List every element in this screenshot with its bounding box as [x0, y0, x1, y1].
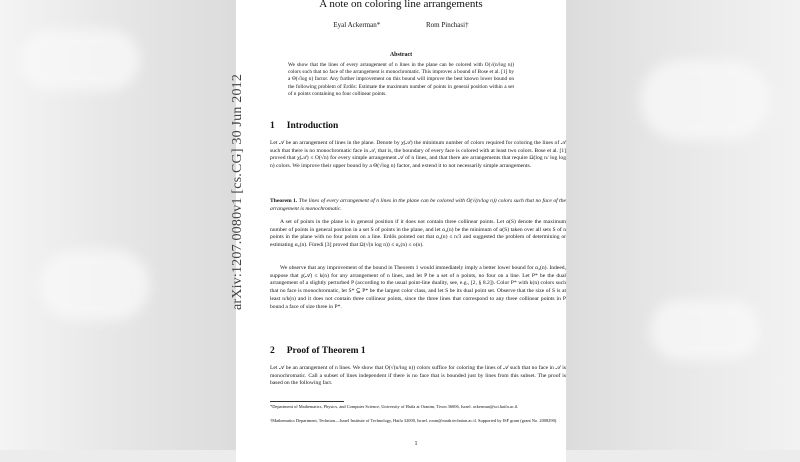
proof-paragraph-1: Let 𝒜 be an arrangement of n lines. We show that O(√(n/log n)) colors suffice for coloring the lines of 𝒜 such that no face in 𝒜 is monochromatic. Call a subset of lines independent if there is no face that is bounded just by lines from this subset. The proof is based on the following fact.	[270, 365, 566, 387]
background-blur	[640, 60, 770, 140]
footnote-1: *Department of Mathematics, Physics, and Computer Science, University of Haifa at Oranim, Tivon 36006, Israel. ackerman@sci.haifa.ac.il.	[270, 404, 519, 409]
author-2: Rom Pinchasi†	[426, 21, 469, 29]
intro-paragraph-2-text: A set of points in the plane is in general position if it does not contain three collinear points. Let α(S) denote the maximum number of points in general position in a set S of points in the plane, and let α₄(n) be the minimum of α(S) taken over all sets S of n points in the plane with no four points on a line. Erdős pointed out that α₄(n) ≤ n/3 and suggested the problem of determining or estimating α₄(n). Füredi [3] proved that Ω(√(n log n)) ≤ α₄(n) ≤ o(n).	[270, 219, 566, 249]
paper-title: A note on coloring line arrangements	[319, 0, 483, 10]
intro-paragraph-3-text: We observe that any improvement of the bound in Theorem 1 would immediately imply a better lower bound for α₄(n). Indeed, suppose that χ(𝒜) ≤ k(n) for any arrangement of n lines, and let P be a set of n points, no four on a line. Let P* be the dual arrangement of a slightly perturbed P (according to the usual point-line duality, see, e.g., [2, § 8.2]). Color P* with k(n) colors such that no face is monochromatic, let S* ⊆ P* be the largest color class, and let S be its dual point set. Observe that the size of S is at least n/k(n) and it does not contain three collinear points, since the three lines that correspond to any three collinear points in P bound a face of size three in P*.	[270, 265, 566, 310]
background-blur	[20, 30, 140, 90]
section-2-title: Proof of Theorem 1	[286, 346, 366, 356]
footnote-rule	[270, 401, 344, 402]
intro-paragraph-1: Let 𝒜 be an arrangement of lines in the plane. Denote by χ(𝒜) the minimum number of colors required for coloring the lines of 𝒜 such that there is no monochromatic face in 𝒜, that is, the boundary of every face is colored with at least two colors. Bose et al. [1] proved that χ(𝒜) ≤ O(√n) for every simple arrangement 𝒜 of n lines, and that there are arrangements that require Ω(log n/ log log n) colors. We improve their upper bound by a Θ(√log n) factor, and extend it to not necessarily simple arrangements.	[270, 140, 566, 170]
theorem-text: The lines of every arrangement of n lines in the plane can be colored with O(√(n/log n)) colors such that no face of the arrangement is monochromatic.	[270, 198, 566, 212]
intro-paragraph-3	[270, 265, 566, 311]
footnote-2: †Mathematics Department, Technion—Israel Institute of Technology, Haifa 32000, Israel. room@math.technion.ac.il. Supported by ISF grant (grant No. 2008290).	[270, 418, 558, 423]
background-blur	[650, 300, 760, 360]
section-1-heading	[270, 121, 338, 131]
intro-paragraph-2	[270, 219, 566, 250]
authors	[236, 21, 566, 29]
author-1: Eyal Ackerman*	[333, 21, 381, 29]
section-1-number: 1	[270, 121, 275, 131]
theorem-1	[270, 198, 566, 213]
section-1-title: Introduction	[286, 121, 339, 131]
theorem-label: Theorem 1.	[270, 198, 298, 204]
arxiv-side-label: arXiv:1207.0080v1 [cs.CG] 30 Jun 2012	[230, 73, 245, 310]
section-2-number: 2	[270, 346, 275, 356]
abstract-heading: Abstract	[389, 52, 413, 58]
page-number: 1	[414, 441, 418, 447]
background-blur	[40, 250, 150, 320]
section-2-heading	[270, 346, 366, 356]
abstract-text: We show that the lines of every arrangement of n lines in the plane can be colored with O(√(n/log n)) colors such that no face of the arrangement is monochromatic. This improves a bound of Bose et al. [1] by a Θ(√log n) factor. Any further improvement on this bound will improve the best known lower bound on the following problem of Erdős: Estimate the maximum number of points in general position within a set of n points containing no four collinear points.	[288, 62, 514, 97]
